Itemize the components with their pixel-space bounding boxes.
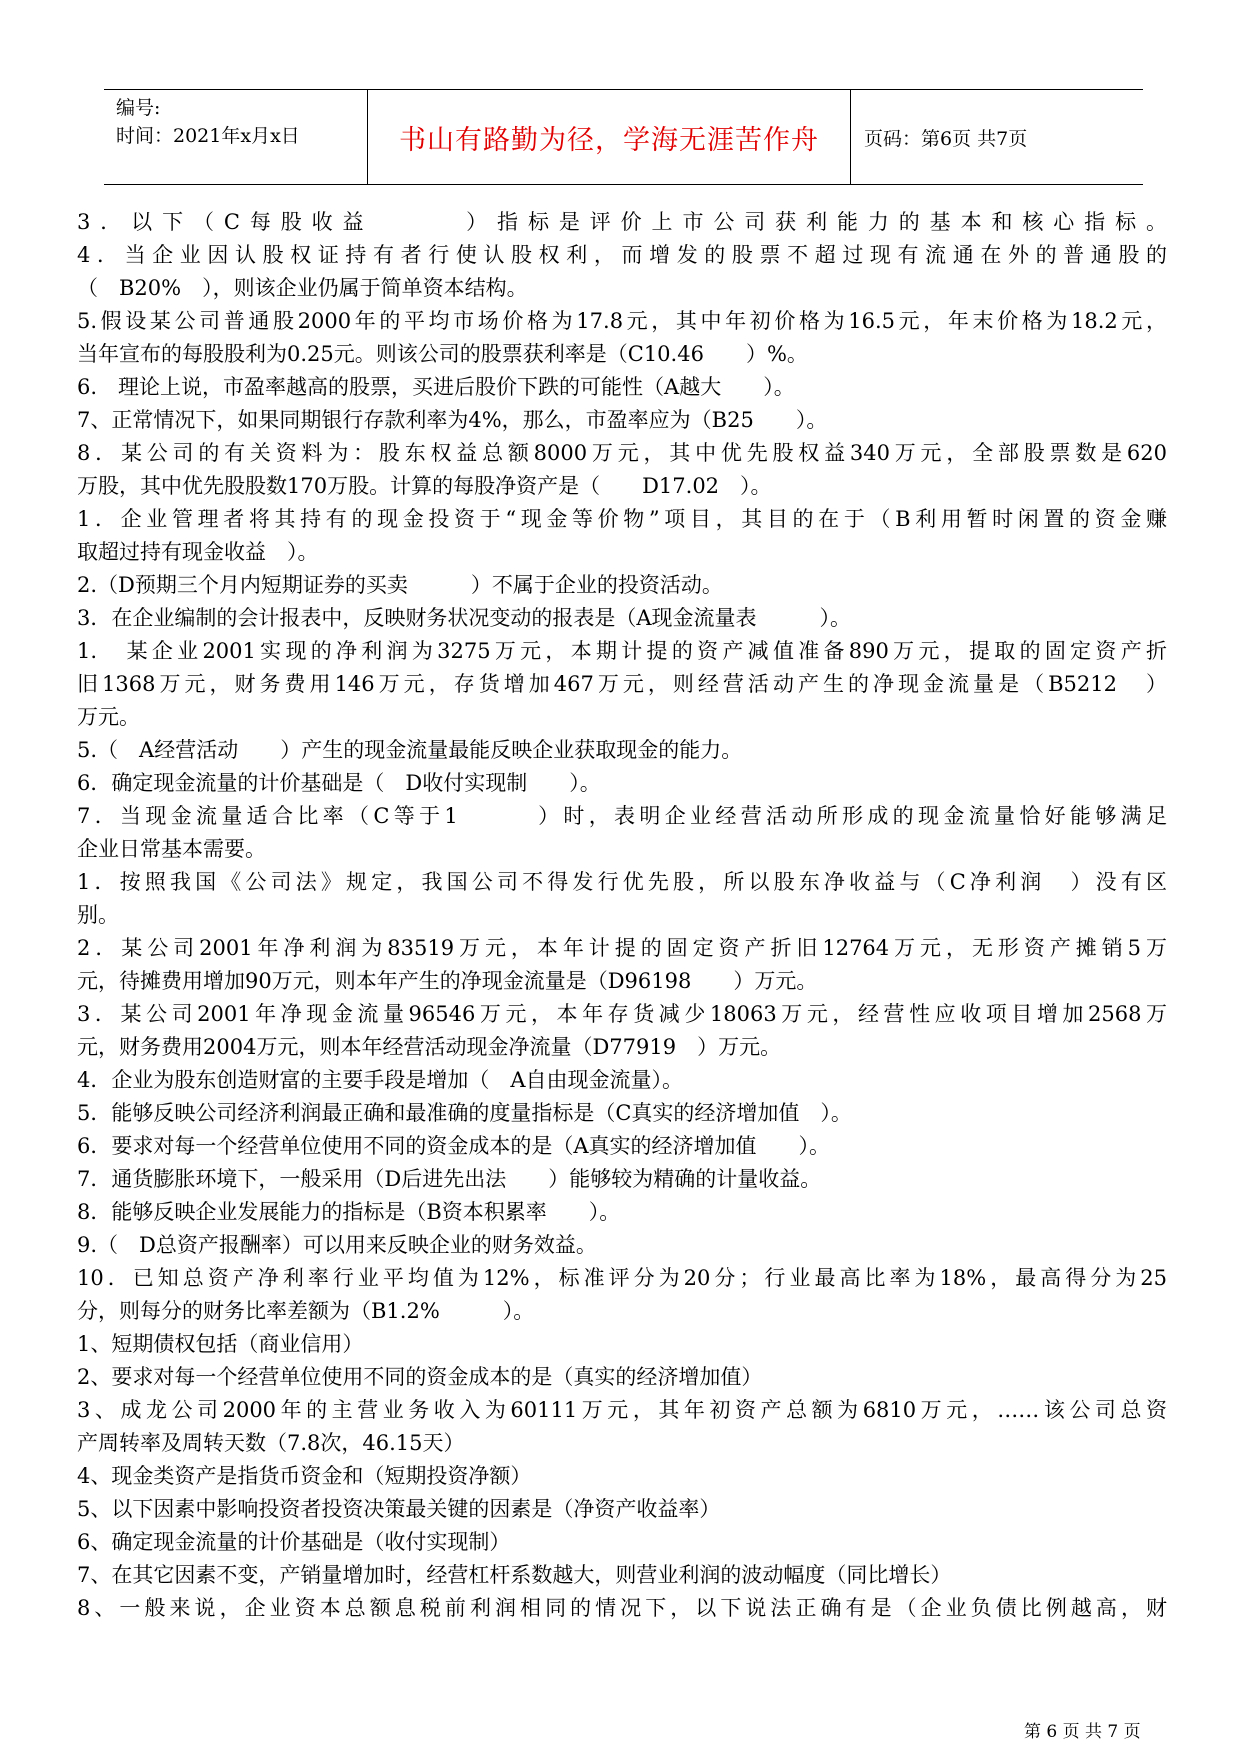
text-line: 分，则每分的财务比率差额为（B1.2% ）。 bbox=[77, 1299, 535, 1323]
text-line: 旧1368万元，财务费用146万元，存货增加467万元，则经营活动产生的净现金流量是（B5212 ） bbox=[77, 672, 1167, 696]
text-line: （ B20% ），则该企业仍属于简单资本结构。 bbox=[77, 276, 528, 300]
text-line: 3．以下（C每股收益 ）指标是评价上市公司获利能力的基本和核心指标。 bbox=[77, 210, 1167, 234]
text-line: 当年宣布的每股股利为0.25元。则该公司的股票获利率是（C10.46 ）%。 bbox=[77, 342, 808, 366]
text-line: 5．能够反映公司经济利润最正确和最准确的度量指标是（C真实的经济增加值 ）。 bbox=[77, 1101, 852, 1125]
text-line: 别。 bbox=[77, 903, 119, 927]
text-line: 4、现金类资产是指货币资金和（短期投资净额） bbox=[77, 1464, 532, 1488]
text-line: 企业日常基本需要。 bbox=[77, 837, 266, 861]
text-line: 8．某公司的有关资料为：股东权益总额8000万元，其中优先股权益340万元，全部股票数是620 bbox=[77, 441, 1167, 465]
text-line: 1、短期债权包括（商业信用） bbox=[77, 1332, 364, 1356]
header-page-number: 页码：第6页 共7页 bbox=[864, 127, 1028, 150]
header-divider bbox=[850, 90, 851, 184]
text-line: 7、在其它因素不变，产销量增加时，经营杠杆系数越大，则营业利润的波动幅度（同比增长） bbox=[77, 1563, 952, 1587]
text-line: 元，财务费用2004万元，则本年经营活动现金净流量（D77919 ）万元。 bbox=[77, 1035, 782, 1059]
text-line: 万股，其中优先股股数170万股。计算的每股净资产是（ D17.02 ）。 bbox=[77, 474, 772, 498]
text-line: 6、确定现金流量的计价基础是（收付实现制） bbox=[77, 1530, 511, 1554]
header-motto: 书山有路勤为径，学海无涯苦作舟 bbox=[399, 124, 819, 156]
text-line: 5.假设某公司普通股2000年的平均市场价格为17.8元，其中年初价格为16.5元，年末价格为18.2元， bbox=[77, 309, 1167, 333]
page-header bbox=[104, 89, 1143, 185]
text-line: 10．已知总资产净利率行业平均值为12%，标准评分为20分；行业最高比率为18%，最高得分为25 bbox=[77, 1266, 1167, 1290]
text-line: 5、以下因素中影响投资者投资决策最关键的因素是（净资产收益率） bbox=[77, 1497, 721, 1521]
text-line: 万元。 bbox=[77, 705, 140, 729]
text-line: 6．确定现金流量的计价基础是（ D收付实现制 ）。 bbox=[77, 771, 601, 795]
text-line: 产周转率及周转天数（7.8次，46.15天） bbox=[77, 1431, 465, 1455]
document-body bbox=[77, 206, 1167, 1625]
text-line: 取超过持有现金收益 ）。 bbox=[77, 540, 319, 564]
text-line: 9.（ D总资产报酬率）可以用来反映企业的财务效益。 bbox=[77, 1233, 597, 1257]
text-line: 2.（D预期三个月内短期证券的买卖 ）不属于企业的投资活动。 bbox=[77, 573, 723, 597]
text-line: 6．要求对每一个经营单位使用不同的资金成本的是（A真实的经济增加值 ）。 bbox=[77, 1134, 831, 1158]
text-line: 3．在企业编制的会计报表中，反映财务状况变动的报表是（A现金流量表 ）。 bbox=[77, 606, 852, 630]
text-line: 元，待摊费用增加90万元，则本年产生的净现金流量是（D96198 ）万元。 bbox=[77, 969, 818, 993]
text-line: 1. 某企业2001实现的净利润为3275万元，本期计提的资产减值准备890万元，提取的固定资产折 bbox=[77, 639, 1167, 663]
text-line: 1．企业管理者将其持有的现金投资于“现金等价物”项目，其目的在于（B利用暂时闲置的资金赚 bbox=[77, 507, 1167, 531]
text-line: 3、成龙公司2000年的主营业务收入为60111万元，其年初资产总额为6810万元，……该公司总资 bbox=[77, 1398, 1167, 1422]
header-meta bbox=[116, 94, 300, 150]
text-line: 1．按照我国《公司法》规定，我国公司不得发行优先股，所以股东净收益与（C净利润 ）没有区 bbox=[77, 870, 1167, 894]
text-line: 8．能够反映企业发展能力的指标是（B资本积累率 ）。 bbox=[77, 1200, 621, 1224]
text-line: 3．某公司2001年净现金流量96546万元，本年存货减少18063万元，经营性应收项目增加2568万 bbox=[77, 1002, 1167, 1026]
text-line: 2、要求对每一个经营单位使用不同的资金成本的是（真实的经济增加值） bbox=[77, 1365, 763, 1389]
text-line: 2．某公司2001年净利润为83519万元，本年计提的固定资产折旧12764万元，无形资产摊销5万 bbox=[77, 936, 1167, 960]
page-footer: 第 6 页 共 7 页 bbox=[1024, 1722, 1141, 1742]
document-number-label: 编号: bbox=[116, 97, 161, 119]
document-time-label: 时间：2021年x月x日 bbox=[116, 125, 300, 147]
text-line: 6. 理论上说，市盈率越高的股票，买进后股价下跌的可能性（A越大 ）。 bbox=[77, 375, 795, 399]
text-line: 7．当现金流量适合比率（C等于1 ）时，表明企业经营活动所形成的现金流量恰好能够满足 bbox=[77, 804, 1167, 828]
text-line: 5.（ A经营活动 ）产生的现金流量最能反映企业获取现金的能力。 bbox=[77, 738, 743, 762]
text-line: 4．企业为股东创造财富的主要手段是增加（ A自由现金流量）。 bbox=[77, 1068, 684, 1092]
text-line: 7、正常情况下，如果同期银行存款利率为4%，那么，市盈率应为（B25 ）。 bbox=[77, 408, 828, 432]
text-line: 8、一般来说，企业资本总额息税前利润相同的情况下，以下说法正确有是（企业负债比例越高，财 bbox=[77, 1596, 1167, 1620]
text-line: 4．当企业因认股权证持有者行使认股权利，而增发的股票不超过现有流通在外的普通股的 bbox=[77, 243, 1167, 267]
text-line: 7．通货膨胀环境下，一般采用（D后进先出法 ）能够较为精确的计量收益。 bbox=[77, 1167, 822, 1191]
